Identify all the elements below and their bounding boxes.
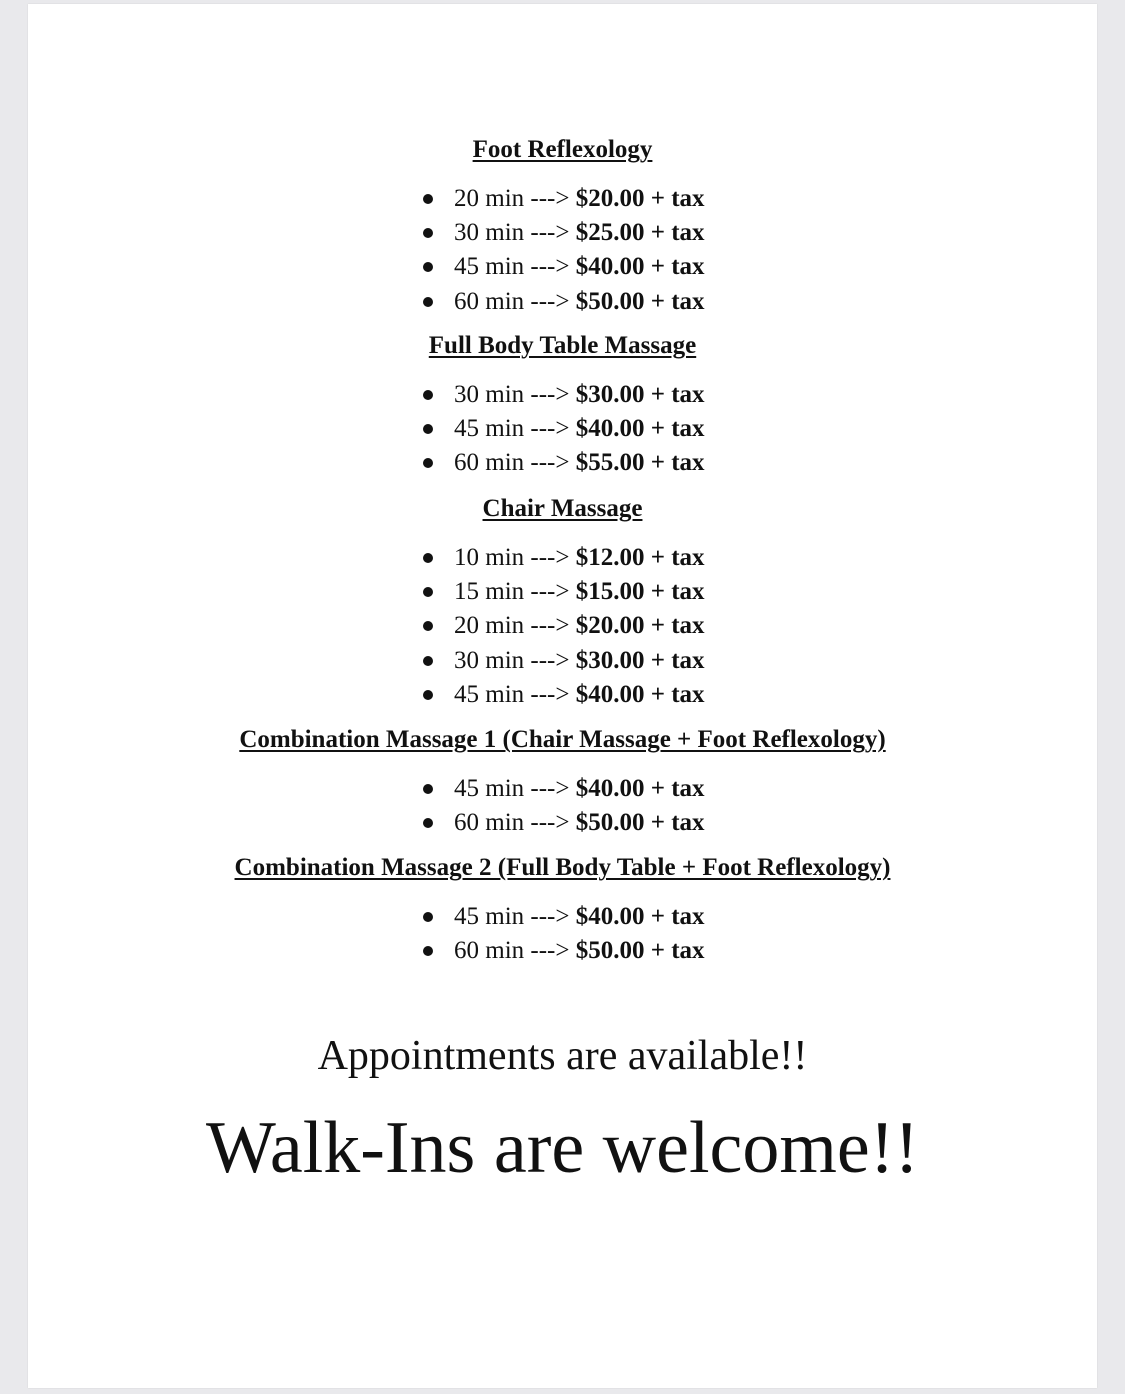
price-text: $50.00 (575, 937, 645, 965)
duration-text: 30 min ---> (454, 381, 570, 408)
tax-text: + tax (650, 578, 705, 606)
tax-text: + tax (650, 612, 705, 640)
price-list (420, 900, 705, 968)
list-item (420, 806, 705, 840)
price-text: $30.00 (575, 646, 645, 674)
bullet-icon (423, 656, 433, 666)
tax-text: + tax (650, 253, 705, 281)
list-item (420, 678, 705, 712)
duration-text: 15 min ---> (454, 578, 570, 606)
price-text: $40.00 (575, 775, 645, 802)
tax-text: + tax (650, 381, 705, 408)
price-text: $40.00 (575, 253, 645, 281)
section-title: Foot Reflexology (472, 136, 653, 163)
bullet-icon (423, 390, 433, 400)
bullet-icon (423, 621, 433, 631)
list-item (420, 900, 705, 934)
list-item (420, 285, 705, 319)
list-item (420, 772, 705, 806)
price-text: $50.00 (575, 809, 645, 837)
list-item (420, 446, 705, 480)
duration-text: 60 min ---> (454, 937, 570, 965)
tax-text: + tax (650, 646, 705, 674)
list-item (420, 541, 705, 575)
duration-text: 60 min ---> (454, 287, 570, 315)
duration-text: 45 min ---> (454, 775, 570, 802)
duration-text: 30 min ---> (454, 219, 570, 247)
appointments-note: Appointments are available!! (317, 1033, 808, 1079)
list-item (420, 182, 705, 216)
bullet-icon (423, 228, 433, 238)
bullet-icon (423, 297, 433, 307)
section-title: Chair Massage (482, 495, 643, 522)
price-list (420, 182, 705, 319)
list-item (420, 575, 705, 609)
list-item (420, 216, 705, 250)
price-text: $40.00 (575, 680, 645, 708)
bullet-icon (423, 262, 433, 272)
tax-text: + tax (650, 937, 705, 965)
price-text: $40.00 (575, 415, 645, 443)
bullet-icon (423, 194, 433, 204)
list-item (420, 378, 705, 412)
list-item (420, 250, 705, 284)
bullet-icon (423, 553, 433, 563)
tax-text: + tax (650, 219, 705, 247)
price-text: $25.00 (575, 219, 645, 247)
tax-text: + tax (650, 185, 705, 212)
duration-text: 20 min ---> (454, 185, 570, 212)
duration-text: 45 min ---> (454, 903, 570, 930)
list-item (420, 412, 705, 446)
bullet-icon (423, 784, 433, 794)
price-text: $15.00 (575, 578, 645, 606)
walk-ins-note: Walk-Ins are welcome!! (205, 1107, 920, 1189)
section-title: Full Body Table Massage (428, 332, 697, 359)
duration-text: 60 min ---> (454, 449, 570, 477)
price-text: $20.00 (575, 612, 645, 640)
duration-text: 45 min ---> (454, 415, 570, 443)
price-text: $55.00 (575, 449, 645, 477)
price-list (420, 772, 705, 840)
price-list (420, 378, 705, 481)
bullet-icon (423, 458, 433, 468)
duration-text: 45 min ---> (454, 680, 570, 708)
bullet-icon (423, 946, 433, 956)
price-text: $30.00 (575, 381, 645, 408)
price-text: $50.00 (575, 287, 645, 315)
bullet-icon (423, 818, 433, 828)
duration-text: 60 min ---> (454, 809, 570, 837)
tax-text: + tax (650, 287, 705, 315)
tax-text: + tax (650, 449, 705, 477)
price-text: $40.00 (575, 903, 645, 930)
price-list (420, 541, 705, 712)
bullet-icon (423, 587, 433, 597)
duration-text: 45 min ---> (454, 253, 570, 281)
bullet-icon (423, 912, 433, 922)
section-title: Combination Massage 2 (Full Body Table + Foot Reflexology) (234, 854, 891, 881)
duration-text: 10 min ---> (454, 544, 570, 571)
list-item (420, 934, 705, 968)
list-item (420, 644, 705, 678)
tax-text: + tax (650, 809, 705, 837)
duration-text: 30 min ---> (454, 646, 570, 674)
tax-text: + tax (650, 903, 705, 930)
tax-text: + tax (650, 415, 705, 443)
section-title: Combination Massage 1 (Chair Massage + Foot Reflexology) (239, 726, 886, 753)
bullet-icon (423, 424, 433, 434)
list-item (420, 609, 705, 643)
price-text: $12.00 (575, 544, 645, 571)
bullet-icon (423, 690, 433, 700)
tax-text: + tax (650, 775, 705, 802)
price-text: $20.00 (575, 185, 645, 212)
tax-text: + tax (650, 544, 705, 571)
tax-text: + tax (650, 680, 705, 708)
price-list-page (28, 4, 1097, 1388)
duration-text: 20 min ---> (454, 612, 570, 640)
